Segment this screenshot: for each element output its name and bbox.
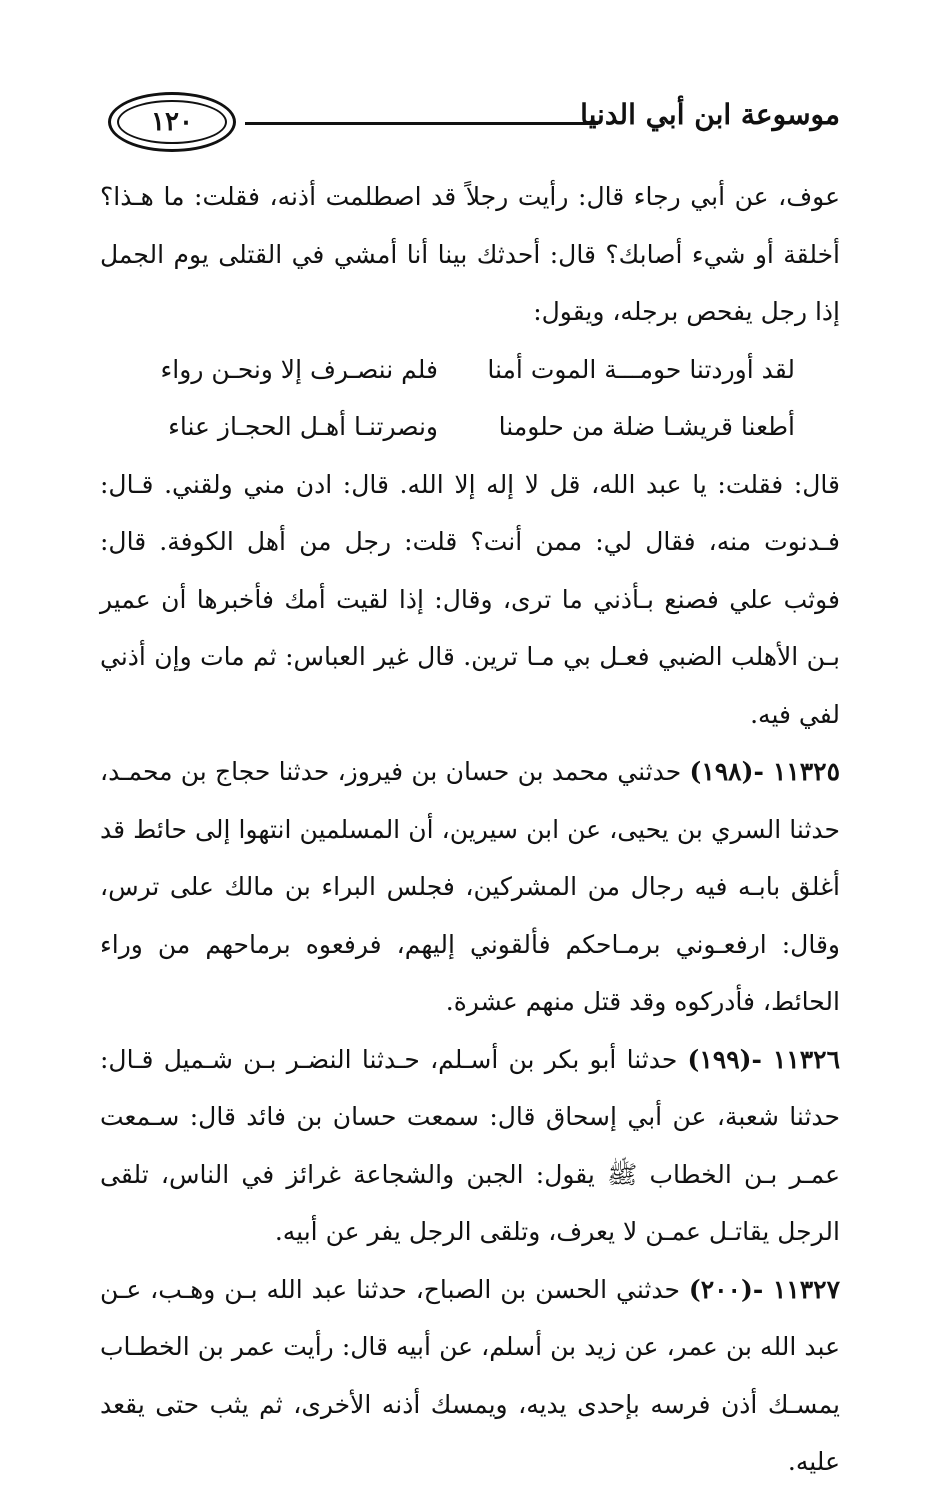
hadith-text: حدثني محمد بن حسان بن فيروز، حدثنا حجاج بن محمـد، حدثنا السري بن يحيى، عن ابن سيرين، أن المسلمين انتهوا إلى حائط قد أغلق بابـه فيه رجال من المشركين، فجلس البراء بن مالك على ترس، وقال: ارفعـوني برمـاحكم فألقوني إليهم، فرفعوه برماحهم من وراء الحائط، فأدركوه وقد قتل منهم عشرة.: [100, 757, 840, 1016]
hadith-number: ١١٣٢٧ -(٢٠٠): [688, 1274, 840, 1304]
header-rule: [245, 122, 598, 125]
verse-2-second-hemistich: ونصرتنـا أهـل الحجـاز عناء: [168, 412, 438, 441]
hadith-11327: [100, 1261, 840, 1491]
page-body: [100, 168, 840, 1491]
hadith-number: ١١٣٢٥ -(١٩٨): [689, 757, 840, 786]
verse-2-first-hemistich: أطعنا قريشـا ضلة من حلومنا: [498, 412, 795, 441]
page-number: ١٢٠: [151, 107, 193, 137]
hadith-11325: [100, 743, 840, 1031]
hadith-number: ١١٣٢٦ -(١٩٩): [687, 1044, 840, 1074]
book-title: موسوعة ابن أبي الدنيا: [580, 98, 840, 131]
verse-1-first-hemistich: لقد أوردتنا حومـــة الموت أمنا: [487, 354, 795, 384]
paragraph-intro: عوف، عن أبي رجاء قال: رأيت رجلاً قد اصطلمت أذنه، فقلت: ما هـذا؟ أخلقة أو شيء أصابك؟ قال: أحدثك بينا أنا أمشي في القتلى يوم الجمل إذا رجل يفحص برجله، ويقول:: [100, 182, 840, 326]
hadith-text: حدثني الحسن بن الصباح، حدثنا عبد الله بـن وهـب، عـن عبد الله بن عمر، عن زيد بن أسلم، عن أبيه قال: رأيت عمر بن الخطـاب يمسـك أذن فرسه بإحدى يديه، ويمسك أذنه الأخرى، ثم يثب حتى يقعد عليه.: [100, 1274, 840, 1476]
poem: [100, 341, 840, 456]
hadith-11326: [100, 1031, 840, 1261]
verse-1-second-hemistich: فلم ننصـرف إلا ونحـن رواء: [160, 354, 438, 384]
page-header: [100, 92, 840, 162]
verse-1: [100, 341, 840, 399]
hadith-text: حدثنا أبو بكر بن أسـلم، حـدثنا النضـر بـن شـميل قـال: حدثنا شعبة، عن أبي إسحاق قال: سمعت حسان بن فائد قال: سـمعت عمـر بـن الخطاب ﷺ يقول: الجبن والشجاعة غرائز في الناس، تلقى الرجل يقاتـل عمـن لا يعرف، وتلقى الرجل يفر عن أبيه.: [100, 1044, 840, 1246]
verse-2: [100, 398, 840, 456]
page-number-frame: [108, 92, 236, 152]
paragraph-story-continued: قال: فقلت: يا عبد الله، قل لا إله إلا الله. قال: ادن مني ولقني. قـال: فـدنوت منه، فقال لي: ممن أنت؟ قلت: رجل من أهل الكوفة. قال: فوثب علي فصنع بـأذني ما ترى، وقال: إذا لقيت أمك فأخبرها أن عمير بـن الأهلب الضبي فعـل بي مـا ترين. قال غير العباس: ثم مات وإن أذني لفي فيه.: [100, 469, 840, 729]
